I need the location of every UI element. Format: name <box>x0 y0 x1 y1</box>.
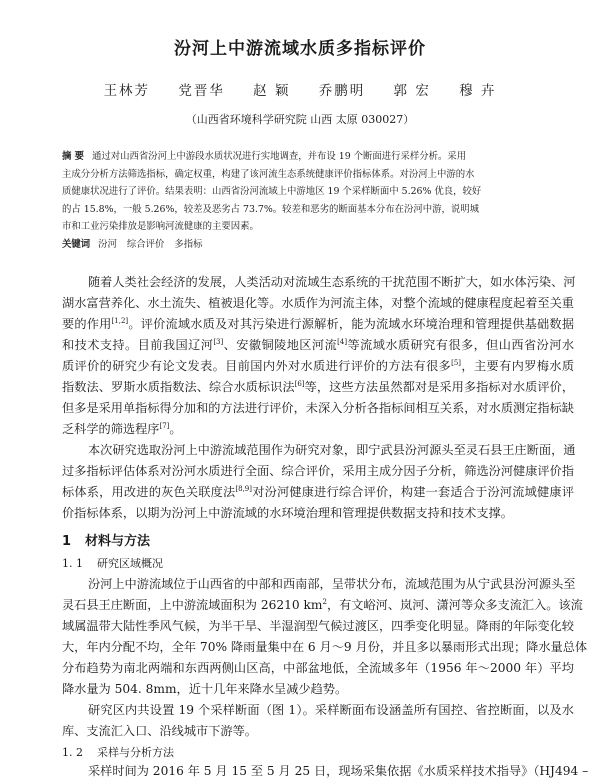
body-line: 大，年内分配不均，全年 70% 降雨量集中在 6 月～9 月份，并且多以暴雨形式出现；降水量总体 <box>62 640 588 654</box>
body-line: 标体系，用改进的灰色关联度法[8,9]对汾河健康进行综合评价，构建一套适合于汾河流域健康评 <box>62 484 575 499</box>
body-line: 乏科学的筛选程序[7]。 <box>62 421 182 436</box>
keyword: 汾河 <box>98 238 117 250</box>
author-list <box>0 79 600 99</box>
body-line: 本次研究选取汾河上中游流域范围作为研究对象，即宁武县汾河源头至灵石县王庄断面，通 <box>88 443 576 457</box>
author-name: 党晋华 <box>178 83 225 99</box>
abstract-line: 市和工业污染排放是影响河流健康的主要因素。 <box>62 221 259 232</box>
citation: [4] <box>337 337 348 346</box>
citation: [6] <box>294 379 305 388</box>
body-line: 汾河上中游流域位于山西省的中部和西南部，呈带状分布，流域范围为从宁武县汾河源头至 <box>88 577 576 591</box>
body-line: 过多指标评估体系对汾河水质进行全面、综合评价，采用主成分因子分析，筛选汾河健康评价指 <box>62 464 574 478</box>
body-line: 但多是采用单指标得分加和的方法进行评价，未深入分析各指标间相互关系，对水质测定指标缺 <box>62 401 574 415</box>
keywords-label: 关键词 <box>62 238 91 250</box>
citation: [3] <box>213 337 224 346</box>
citation: [5] <box>451 358 462 367</box>
abstract-line: 质健康状况进行了评价。结果表明：山西省汾河流域上中游地区 19 个采样断面中 5.26% 优良，较好 <box>62 186 482 197</box>
body-line: 域属温带大陆性季风气候，为半干旱、半湿润型气候过渡区，四季变化明显。降雨的年际变化较 <box>62 619 574 633</box>
section-heading: 1 材料与方法 <box>62 534 151 549</box>
subsection-heading: 1. 1 研究区域概况 <box>62 557 163 570</box>
body-line: 质评价的研究少有论文发表。目前国内外对水质进行评价的方法有很多[5]，主要有内罗梅水质 <box>62 358 575 373</box>
body-line: 采样时间为 2016 年 5 月 15 至 5 月 25 日，现场采集依据《水质采样技术指导》（HJ494 – <box>88 764 589 778</box>
affiliation: （山西省环境科学研究院 山西 太原 030027） <box>185 113 415 126</box>
keyword: 综合评价 <box>126 238 165 250</box>
author-name: 穆 卉 <box>459 83 497 99</box>
body-line: 库、支流汇入口、沿线城市下游等。 <box>62 724 257 738</box>
body-line: 研究区内共设置 19 个采样断面（图 1）。采样断面布设涵盖所有国控、省控断面，以及水 <box>88 703 574 717</box>
body-line: 分布趋势为南北两端和东西两侧山区高，中部盆地低，全流域多年（1956 年～2000 年）平均 <box>62 661 574 675</box>
abstract-line-1: 摘 要 通过对山西省汾河上中游段水质状况进行实地调查，并布设 19 个断面进行采样分析。采用 <box>62 151 467 162</box>
citation: [7] <box>159 421 170 430</box>
subsection-heading: 1. 2 采样与分析方法 <box>62 746 174 759</box>
paper-title: 汾河上中游流域水质多指标评价 <box>174 39 426 59</box>
keywords-line <box>62 236 550 254</box>
body-line: 和技术支持。目前我国辽河[3]、安徽铜陵地区河流[4]等流域水质研究有很多，但山西省汾河水 <box>62 337 575 352</box>
author-name: 王林芳 <box>103 83 151 99</box>
author-name: 赵 颖 <box>253 83 291 99</box>
body-line: 随着人类社会经济的发展，人类活动对流域生态系统的干扰范围不断扩大，如水体污染、河 <box>88 275 576 289</box>
body-line: 指数法、罗斯水质指数法、综合水质标识法[6]等，这些方法虽然都对是采用多指标对水质评价， <box>62 379 575 394</box>
body-line: 降水量为 504. 8mm，近十几年来降水呈减少趋势。 <box>62 682 348 696</box>
body-line: 价指标体系，以期为汾河上中游流域的水环境治理和管理提供数据支持和技术支撑。 <box>62 506 513 520</box>
keyword: 多指标 <box>174 238 203 250</box>
abstract-line: 主成分分析方法筛选指标，确定权重，构建了该河流生态系统健康评价指标体系。对汾河上中游的水 <box>62 168 475 180</box>
abstract-label: 摘 要 <box>62 151 85 162</box>
body-line: 要的作用[1,2]。评价流域水质及对其污染进行源解析，能为流域水环境治理和管理提供基础数据 <box>62 316 575 331</box>
author-name: 郭 宏 <box>393 83 431 99</box>
abstract-line: 的占 15.8%，一般 5.26%，较差及恶劣占 73.7%。较差和恶劣的断面基本分布在汾河中游，说明城 <box>62 203 480 215</box>
abstract <box>62 148 550 253</box>
citation: [8,9] <box>235 484 252 493</box>
body-line: 灵石县王庄断面，上中游流域面积为 26210 $km^2$，有文峪河、岚河、潇河等众多支流汇入。该流 <box>62 597 583 612</box>
author-name: 乔鹏明 <box>318 83 366 99</box>
citation: [1,2] <box>111 316 129 325</box>
superscript: 2 <box>322 597 327 606</box>
body-line: 湖水富营养化、水土流失、植被退化等。水质作为河流主体，对整个流域的健康程度起着至关重 <box>62 296 574 310</box>
